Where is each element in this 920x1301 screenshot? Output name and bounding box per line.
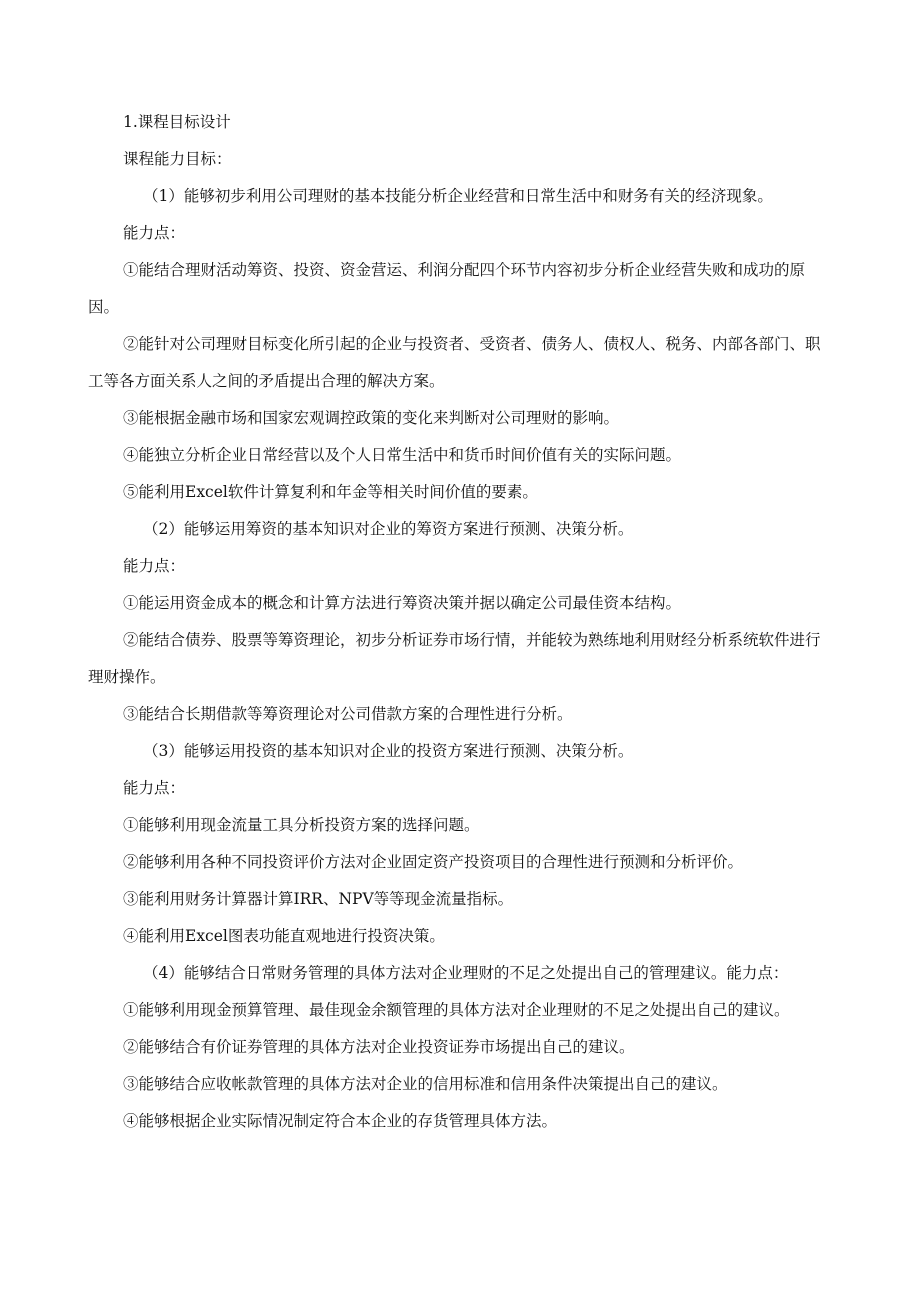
point-4-1: ①能够利用现金预算管理、最佳现金余额管理的具体方法对企业理财的不足之处提出自己的建议。 bbox=[123, 1001, 790, 1019]
points-label-3: 能力点： bbox=[123, 779, 186, 797]
point-1-3: ③能根据金融市场和国家宏观调控政策的变化来判断对公司理财的影响。 bbox=[123, 409, 620, 427]
goal-3: （3）能够运用投资的基本知识对企业的投资方案进行预测、决策分析。 bbox=[143, 742, 634, 760]
points-label-1: 能力点： bbox=[123, 224, 186, 242]
intro-label: 课程能力目标： bbox=[123, 150, 232, 168]
points-label-2: 能力点： bbox=[123, 557, 186, 575]
point-4-2: ②能够结合有价证券管理的具体方法对企业投资证券市场提出自己的建议。 bbox=[123, 1038, 635, 1056]
point-3-2: ②能够利用各种不同投资评价方法对企业固定资产投资项目的合理性进行预测和分析评价。 bbox=[123, 853, 744, 871]
goal-4: （4）能够结合日常财务管理的具体方法对企业理财的不足之处提出自己的管理建议。能力点： bbox=[143, 964, 789, 982]
section-heading: 1.课程目标设计 bbox=[123, 113, 231, 131]
point-1-4: ④能独立分析企业日常经营以及个人日常生活中和货币时间价值有关的实际问题。 bbox=[123, 446, 682, 464]
point-3-4: ④能利用Excel图表功能直观地进行投资决策。 bbox=[123, 927, 445, 945]
point-4-3: ③能够结合应收帐款管理的具体方法对企业的信用标准和信用条件决策提出自己的建议。 bbox=[123, 1075, 728, 1093]
point-2-3: ③能结合长期借款等筹资理论对公司借款方案的合理性进行分析。 bbox=[123, 705, 573, 723]
goal-2: （2）能够运用筹资的基本知识对企业的筹资方案进行预测、决策分析。 bbox=[143, 520, 634, 538]
point-2-1: ①能运用资金成本的概念和计算方法进行筹资决策并据以确定公司最佳资本结构。 bbox=[123, 594, 682, 612]
point-2-2: ②能结合债券、股票等筹资理论，初步分析证券市场行情，并能较为熟练地利用财经分析系统软件进行理财操作。 bbox=[88, 631, 821, 686]
point-1-5: ⑤能利用Excel软件计算复利和年金等相关时间价值的要素。 bbox=[123, 483, 538, 501]
goal-1: （1）能够初步利用公司理财的基本技能分析企业经营和日常生活中和财务有关的经济现象。 bbox=[143, 187, 773, 205]
point-3-3: ③能利用财务计算器计算IRR、NPV等等现金流量指标。 bbox=[123, 890, 514, 908]
document-body bbox=[88, 104, 830, 1140]
point-4-4: ④能够根据企业实际情况制定符合本企业的存货管理具体方法。 bbox=[123, 1112, 558, 1130]
point-1-2: ②能针对公司理财目标变化所引起的企业与投资者、受资者、债务人、债权人、税务、内部各部门、职工等各方面关系人之间的矛盾提出合理的解决方案。 bbox=[88, 335, 821, 390]
point-1-1: ①能结合理财活动筹资、投资、资金营运、利润分配四个环节内容初步分析企业经营失败和成功的原因。 bbox=[88, 261, 806, 316]
point-3-1: ①能够利用现金流量工具分析投资方案的选择问题。 bbox=[123, 816, 480, 834]
